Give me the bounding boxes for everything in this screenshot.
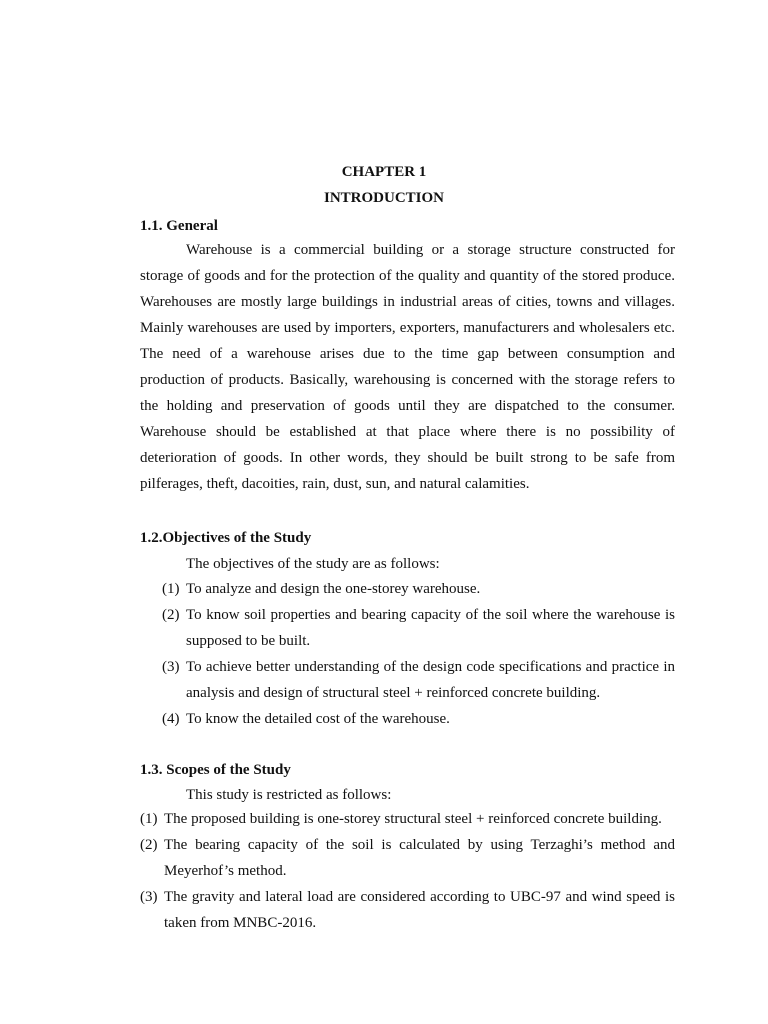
list-item (162, 654, 675, 706)
list-item (140, 832, 675, 884)
objectives-list (162, 576, 675, 732)
section-heading-objectives: 1.2.Objectives of the Study (140, 530, 312, 546)
chapter-number: CHAPTER 1 (341, 164, 427, 180)
list-item (162, 602, 675, 654)
scopes-list (140, 806, 675, 936)
list-text: To achieve better understanding of the design code specifications and practice in analysis and design of structural steel + reinforced concrete building. (186, 659, 675, 701)
objectives-intro: The objectives of the study are as follows: (186, 556, 440, 572)
list-number: (1) (140, 811, 158, 827)
section-heading-general: 1.1. General (140, 218, 218, 234)
list-text: To analyze and design the one-storey warehouse. (186, 581, 481, 597)
list-text: The gravity and lateral load are considered according to UBC-97 and wind speed is taken from MNBC-2016. (164, 889, 675, 931)
chapter-title: INTRODUCTION (323, 190, 444, 206)
list-number: (3) (140, 889, 158, 905)
list-number: (2) (140, 837, 158, 853)
scopes-intro: This study is restricted as follows: (186, 787, 392, 803)
list-number: (1) (162, 581, 180, 597)
list-text: The proposed building is one-storey structural steel + reinforced concrete building. (164, 811, 662, 827)
list-item (162, 576, 675, 602)
general-paragraph: Warehouse is a commercial building or a storage structure constructed for storage of goods and for the protection of the quality and quantity of the stored produce. Warehouses are mostly large buildings in industrial areas of cities, towns and villages. Mainly warehouses are used by importers, exporters, manufacturers and wholesalers etc. The need of a warehouse arises due to the time gap between consumption and production of products. Basically, warehousing is concerned with the storage refers to the holding and preservation of goods until they are dispatched to the consumer. Warehouse should be established at that place where there is no possibility of deterioration of goods. In other words, they should be built strong to be safe from pilferages, theft, dacoities, rain, dust, sun, and natural calamities. (140, 242, 675, 492)
list-item (162, 706, 675, 732)
list-item (140, 806, 675, 832)
list-number: (3) (162, 659, 180, 675)
list-number: (4) (162, 711, 180, 727)
list-text: To know soil properties and bearing capacity of the soil where the warehouse is supposed to be built. (186, 607, 675, 649)
section-heading-scopes: 1.3. Scopes of the Study (140, 762, 291, 778)
list-text: The bearing capacity of the soil is calculated by using Terzaghi’s method and Meyerhof’s method. (164, 837, 675, 879)
list-text: To know the detailed cost of the warehouse. (186, 711, 450, 727)
list-number: (2) (162, 607, 180, 623)
list-item (140, 884, 675, 936)
